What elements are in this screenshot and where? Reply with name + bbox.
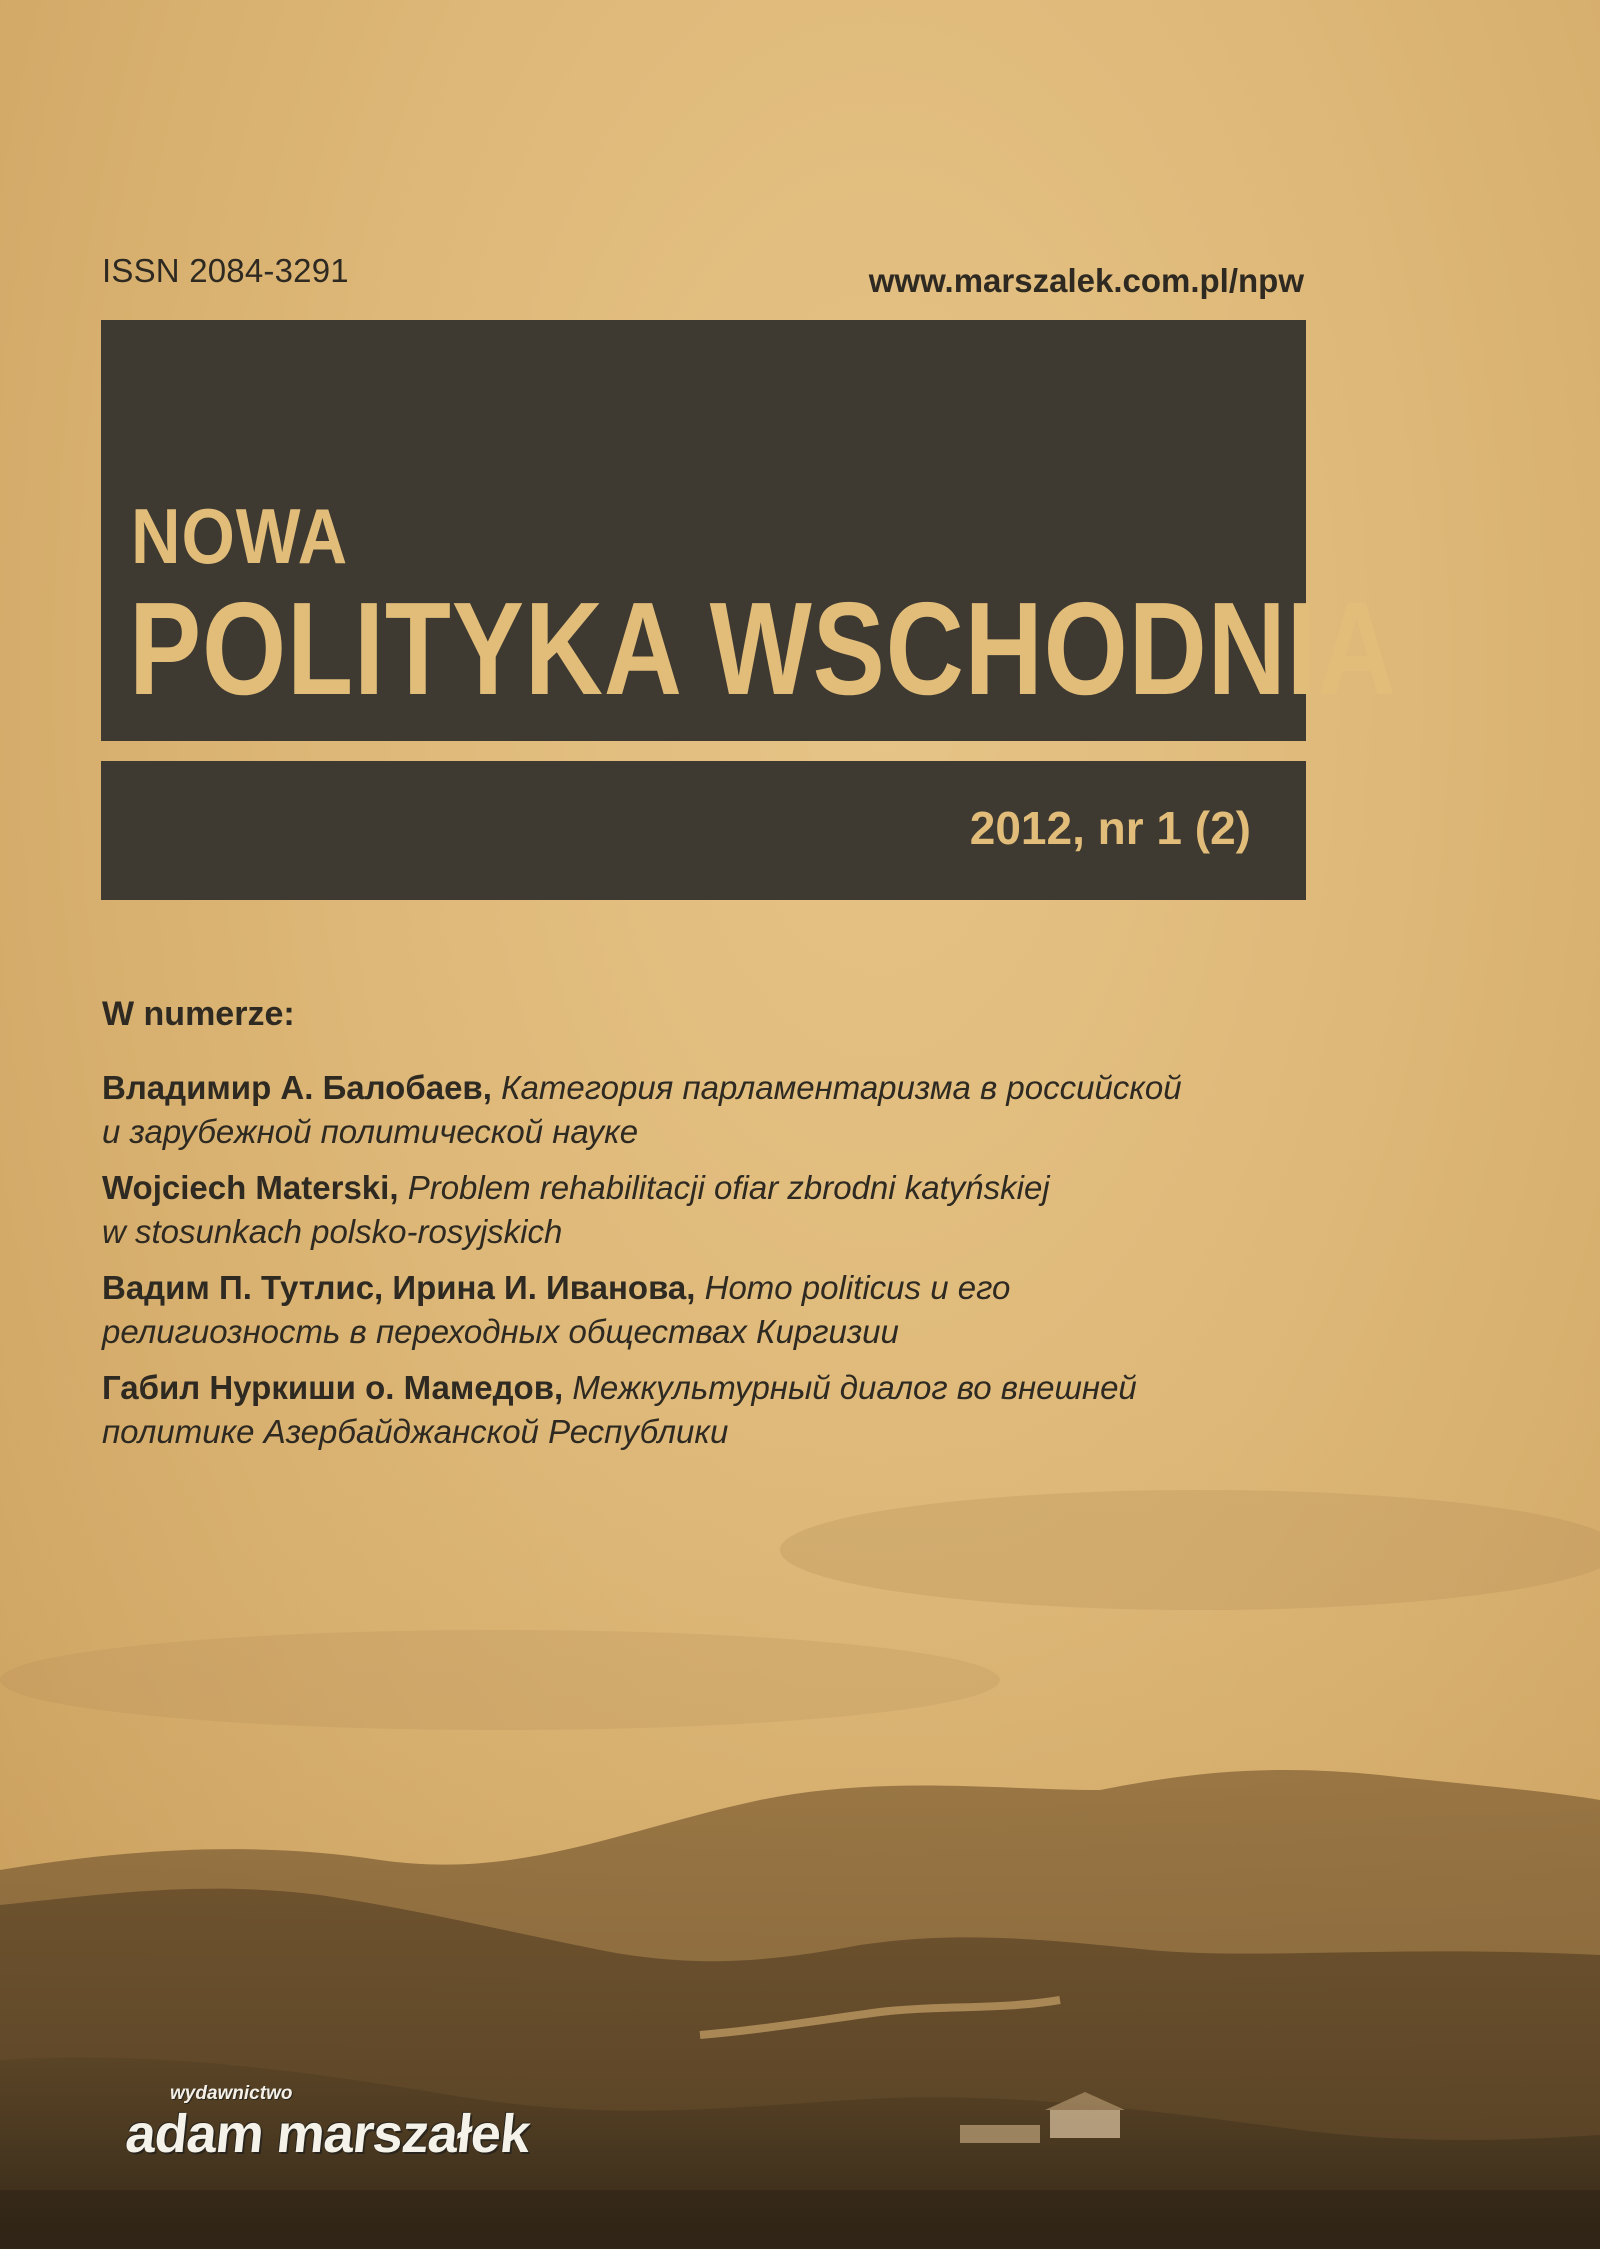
journal-title-line2: POLITYKA WSCHODNIA: [129, 575, 1397, 722]
issue-band: [101, 761, 1306, 900]
contents-entry: [102, 1266, 1302, 1354]
publisher-label: wydawnictwo: [170, 2083, 293, 2104]
entry-title-line2: и зарубежной политической науке: [102, 1113, 639, 1150]
entry-author: Владимир А. Балобаев,: [102, 1069, 492, 1106]
entry-title-line2: w stosunkach polsko-rosyjskich: [102, 1213, 563, 1250]
contents-entry: [102, 1066, 1302, 1154]
entry-title-line1: Homo politicus и его: [704, 1269, 1011, 1306]
entry-author: Габил Нуркиши о. Мамедов,: [102, 1369, 564, 1406]
issue-number: 2012, nr 1 (2): [969, 802, 1251, 854]
contents-heading: W numerze:: [102, 995, 295, 1033]
entry-author: Вадим П. Тутлис, Ирина И. Иванова,: [102, 1269, 696, 1306]
entry-title-line1: Problem rehabilitacji ofiar zbrodni katyńskiej: [407, 1169, 1050, 1206]
table-of-contents: [102, 995, 1302, 1466]
journal-title-line1: NOWA: [131, 492, 349, 580]
entry-author: Wojciech Materski,: [102, 1169, 399, 1206]
entry-title-line1: Категория парламентаризма в российской: [501, 1069, 1182, 1106]
issn-number: ISSN 2084-3291: [102, 252, 349, 289]
publisher-logo: [122, 2083, 546, 2193]
contents-entry: [102, 1366, 1302, 1454]
entry-title-line2: политике Азербайджанской Республики: [102, 1413, 729, 1450]
website-url[interactable]: www.marszalek.com.pl/npw: [868, 262, 1304, 299]
entry-title-line1: Межкультурный диалог во внешней: [572, 1369, 1137, 1406]
entry-title-line2: религиозность в переходных обществах Киргизии: [102, 1313, 899, 1350]
contents-entry: [102, 1166, 1302, 1254]
publisher-name: adam marszałek: [122, 2104, 533, 2164]
